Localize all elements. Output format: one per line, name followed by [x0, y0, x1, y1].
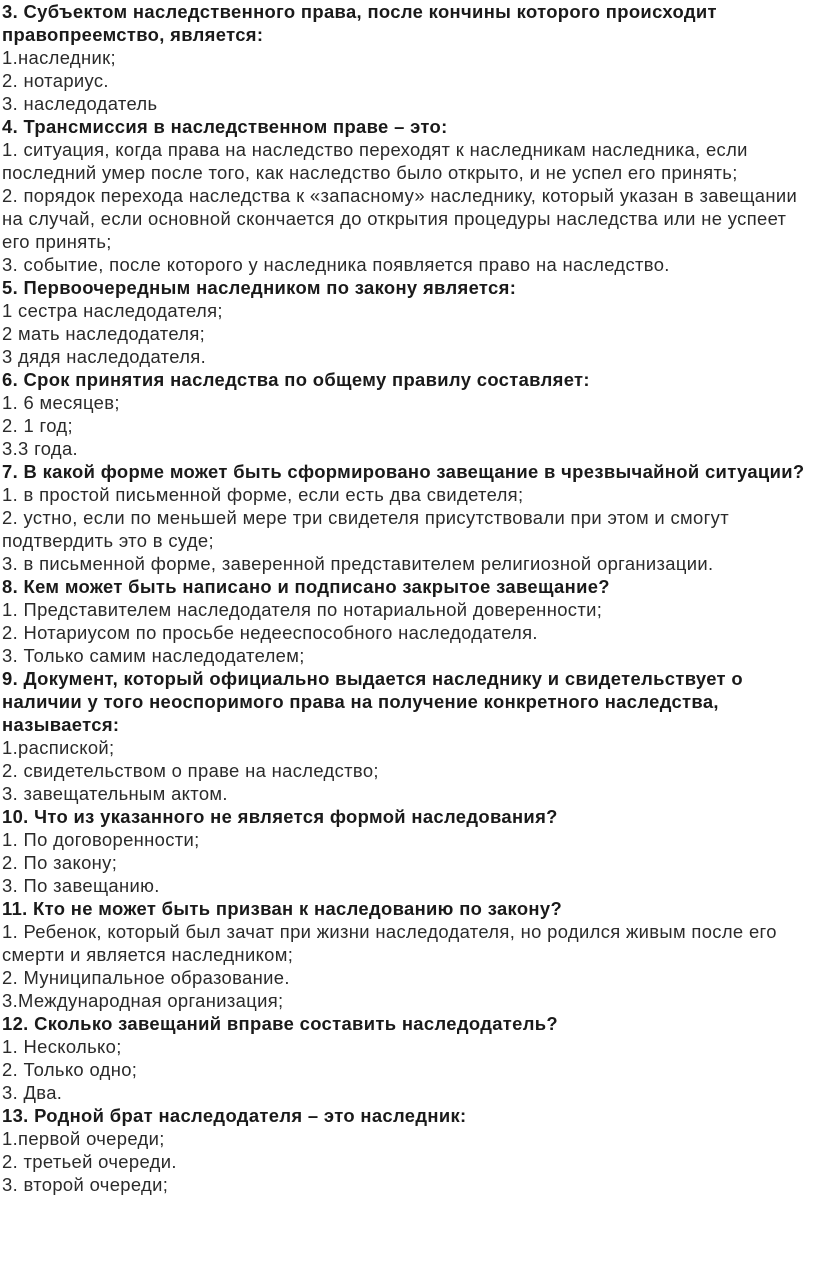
answer-12-1: 1. Несколько; [2, 1036, 122, 1057]
answer-9-3: 3. завещательным актом. [2, 783, 228, 804]
question-9: 9. Документ, который официально выдается наследнику и свидетельствует о наличии у того неоспоримого права на получение конкретного наследства, называется: [2, 668, 743, 735]
answer-3-2: 2. нотариус. [2, 70, 109, 91]
question-12: 12. Сколько завещаний вправе составить наследодатель? [2, 1013, 558, 1034]
answer-8-1: 1. Представителем наследодателя по нотариальной доверенности; [2, 599, 603, 620]
answer-7-2: 2. устно, если по меньшей мере три свидетеля присутствовали при этом и смогут подтвердить это в суде; [2, 507, 730, 551]
answer-8-2: 2. Нотариусом по просьбе недееспособного наследодателя. [2, 622, 538, 643]
answer-12-3: 3. Два. [2, 1082, 63, 1103]
answer-6-1: 1. 6 месяцев; [2, 392, 120, 413]
question-3: 3. Субъектом наследственного права, после кончины которого происходит правопреемство, является: [2, 1, 717, 45]
question-13: 13. Родной брат наследодателя – это наследник: [2, 1105, 467, 1126]
answer-9-2: 2. свидетельством о праве на наследство; [2, 760, 379, 781]
answer-6-3: 3.3 года. [2, 438, 79, 459]
question-8: 8. Кем может быть написано и подписано закрытое завещание? [2, 576, 610, 597]
question-7: 7. В какой форме может быть сформировано завещание в чрезвычайной ситуации? [2, 461, 805, 482]
question-10: 10. Что из указанного не является формой наследования? [2, 806, 558, 827]
question-6: 6. Срок принятия наследства по общему правилу составляет: [2, 369, 590, 390]
answer-12-2: 2. Только одно; [2, 1059, 138, 1080]
answer-5-2: 2 мать наследодателя; [2, 323, 206, 344]
answer-4-2: 2. порядок перехода наследства к «запасному» наследнику, который указан в завещании на случай, если основной скончается до открытия процедуры наследства или не успеет его принять; [2, 185, 798, 252]
answer-3-1: 1.наследник; [2, 47, 116, 68]
answer-4-1: 1. ситуация, когда права на наследство переходят к наследникам наследника, если последний умер после того, как наследство было открыто, и не успел его принять; [2, 139, 748, 183]
question-5: 5. Первоочередным наследником по закону является: [2, 277, 517, 298]
answer-10-2: 2. По закону; [2, 852, 118, 873]
answer-3-3: 3. наследодатель [2, 93, 158, 114]
answer-11-2: 2. Муниципальное образование. [2, 967, 290, 988]
answer-13-2: 2. третьей очереди. [2, 1151, 177, 1172]
answer-11-1: 1. Ребенок, который был зачат при жизни наследодателя, но родился живым после его смерти и является наследником; [2, 921, 777, 965]
answer-7-1: 1. в простой письменной форме, если есть два свидетеля; [2, 484, 524, 505]
question-11: 11. Кто не может быть призван к наследованию по закону? [2, 898, 563, 919]
answer-13-1: 1.первой очереди; [2, 1128, 165, 1149]
answer-13-3: 3. второй очереди; [2, 1174, 169, 1195]
answer-11-3: 3.Международная организация; [2, 990, 284, 1011]
answer-9-1: 1.распиской; [2, 737, 115, 758]
answer-10-3: 3. По завещанию. [2, 875, 160, 896]
question-4: 4. Трансмиссия в наследственном праве – это: [2, 116, 448, 137]
answer-10-1: 1. По договоренности; [2, 829, 200, 850]
answer-6-2: 2. 1 год; [2, 415, 73, 436]
answer-8-3: 3. Только самим наследодателем; [2, 645, 305, 666]
answer-5-3: 3 дядя наследодателя. [2, 346, 207, 367]
answer-4-3: 3. событие, после которого у наследника появляется право на наследство. [2, 254, 670, 275]
answer-7-3: 3. в письменной форме, заверенной представителем религиозной организации. [2, 553, 714, 574]
answer-5-1: 1 сестра наследодателя; [2, 300, 223, 321]
